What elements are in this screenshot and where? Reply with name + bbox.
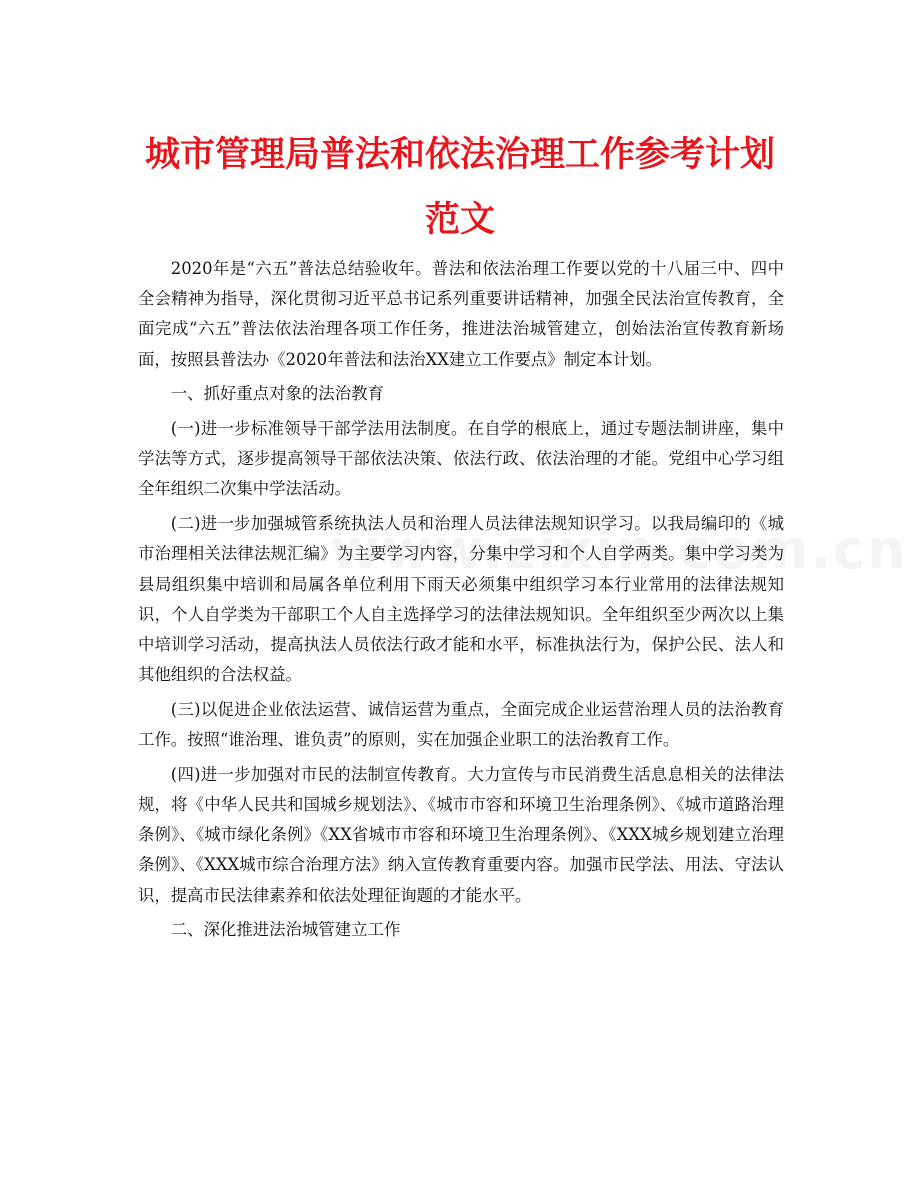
document-title-line-1: 城市管理局普法和依法治理工作参考计划: [144, 135, 775, 175]
paragraph-item-3: (三)以促进企业依法运营、诚信运营为重点，全面完成企业运营治理人员的法治教育工作。按照“谁治理、谁负责”的原则，实在加强企业职工的法治教育工作。: [138, 699, 784, 750]
section-heading-2: 二、深化推进法治城管建立工作: [170, 920, 401, 940]
paragraph-intro: 2020年是“六五”普法总结验收年。普法和依法治理工作要以党的十八届三中、四中全会精神为指导，深化贯彻习近平总书记系列重要讲话精神，加强全民法治宣传教育，全面完成“六五”普法依法治理各项工作任务，推进法治城管建立，创始法治宣传教育新场面，按照县普法办《2020年普法和法治XX建立工作要点》制定本计划。: [138, 259, 784, 369]
paragraph-item-4: (四)进一步加强对市民的法制宣传教育。大力宣传与市民消费生活息息相关的法律法规，将《中华人民共和国城乡规划法》、《城市市容和环境卫生治理条例》、《城市道路治理条例》、《城市绿化条例》《XX省城市市容和环境卫生治理条例》、《XXX城乡规划建立治理条例》、《XXX城市综合治理方法》纳入宣传教育重要内容。加强市民学法、用法、守法认识，提高市民法律素养和依法处理征询题的才能水平。: [138, 764, 784, 905]
document-title-line-2: 范文: [424, 200, 495, 240]
paragraph-item-2: (二)进一步加强城管系统执法人员和治理人员法律法规知识学习。以我局编印的《城市治理相关法律法规汇编》为主要学习内容，分集中学习和个人自学两类。集中学习类为县局组织集中培训和局属各单位利用下雨天必须集中组织学习本行业常用的法律法规知识，个人自学类为干部职工个人自主选择学习的法律法规知识。全年组织至少两次以上集中培训学习活动，提高执法人员依法行政才能和水平，标准执法行为，保护公民、法人和其他组织的合法权益。: [138, 514, 784, 685]
section-heading-1: 一、抓好重点对象的法治教育: [170, 384, 384, 404]
document-body: [138, 254, 784, 950]
paragraph-item-1: (一)进一步标准领导干部学法用法制度。在自学的根底上，通过专题法制讲座，集中学法等方式，逐步提高领导干部依法决策、依法行政、依法治理的才能。党组中心学习组全年组织二次集中学法活动。: [138, 419, 784, 499]
